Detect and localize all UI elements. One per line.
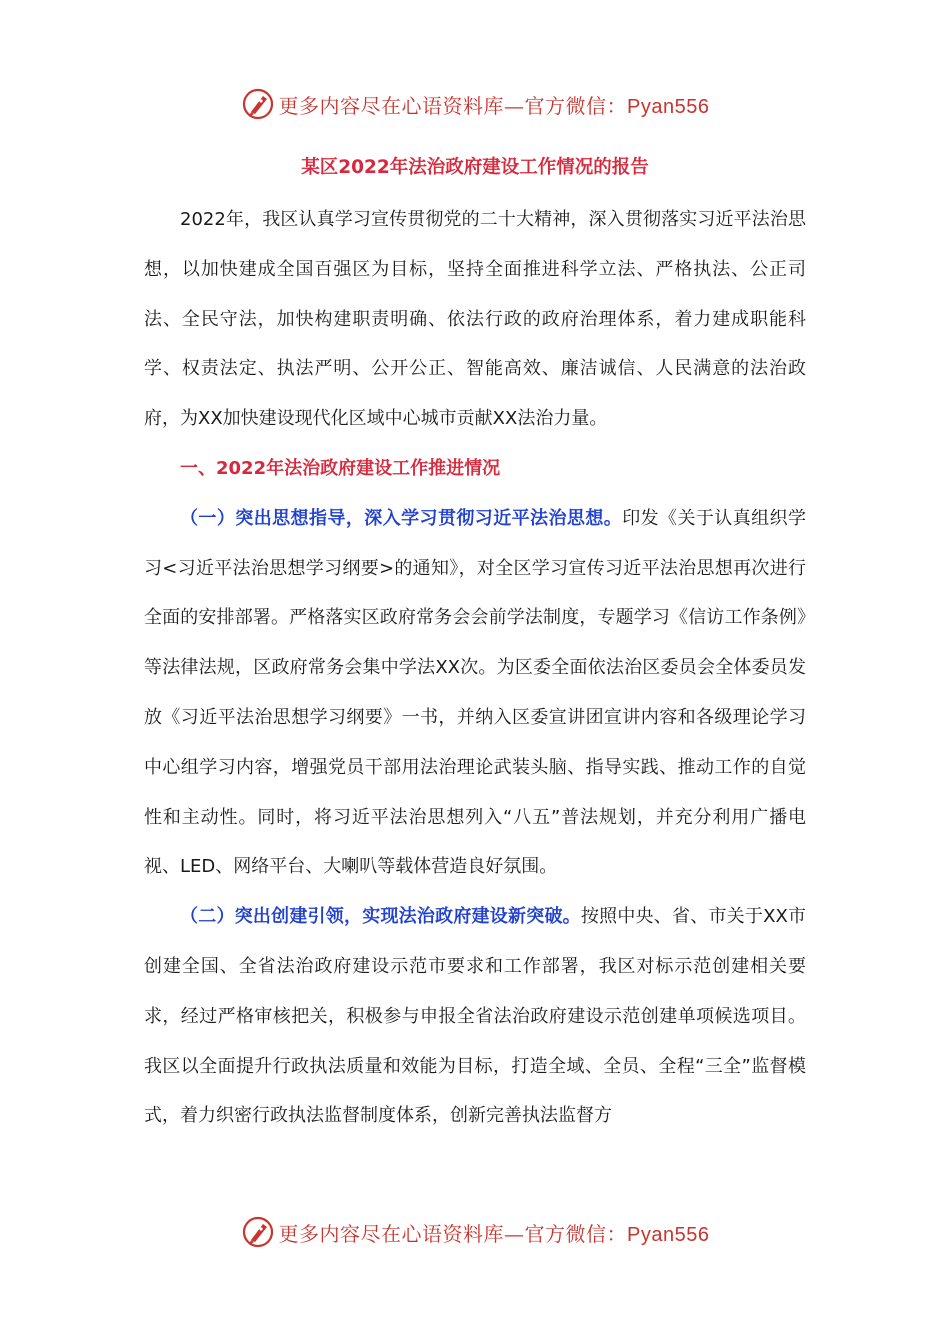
watermark-banner-top [0,82,950,126]
subsection-heading-2: （二）突出创建引领，实现法治政府建设新突破。 [180,906,581,928]
subsection-body-1: 印发《关于认真组织学习<习近平法治思想学习纲要>的通知》，对全区学习宣传习近平法治思想再次进行全面的安排部署。严格落实区政府常务会会前学法制度，专题学习《信访工作条例》等法律法规，区政府常务会集中学法XX次。为区委全面依法治区委员会全体委员发放《习近平法治思想学习纲要》一书，并纳入区委宣讲团宣讲内容和各级理论学习中心组学习内容，增强党员干部用法治理论武装头脑、指导实践、推动工作的自觉性和主动性。同时，将习近平法治思想列入“八五”普法规划，并充分利用广播电视、LED、网络平台、大喇叭等载体营造良好氛围。 [144,507,807,878]
intro-paragraph: 2022年，我区认真学习宣传贯彻党的二十大精神，深入贯彻落实习近平法治思想，以加快建成全国百强区为目标，坚持全面推进科学立法、严格执法、公正司法、全民守法，加快构建职责明确、依法行政的政府治理体系，着力建成职能科学、权责法定、执法严明、公开公正、智能高效、廉洁诚信、人民满意的法治政府，为XX加快建设现代化区域中心城市贡献XX法治力量。 [144,209,806,430]
document-body [144,146,806,1141]
subsection-paragraph-1 [144,494,806,892]
section-heading-1: 一、2022年法治政府建设工作推进情况 [180,457,501,479]
pen-nib-logo-icon [241,1215,275,1249]
subsection-heading-1: （一）突出思想指导，深入学习贯彻习近平法治思想。 [180,507,623,529]
subsection-paragraph-2 [144,892,806,1141]
pen-nib-logo-icon [241,87,275,121]
watermark-text: 更多内容尽在心语资料库—官方微信：Pyan556 [278,1221,710,1246]
document-title: 某区2022年法治政府建设工作情况的报告 [301,157,649,178]
watermark-banner-bottom [0,1210,950,1254]
subsection-body-2: 按照中央、省、市关于XX市创建全国、全省法治政府建设示范市要求和工作部署，我区对标示范创建相关要求，经过严格审核把关，积极参与申报全省法治政府建设示范创建单项候选项目。我区以全面提升行政执法质量和效能为目标，打造全域、全员、全程“三全”监督模式，着力织密行政执法监督制度体系，创新完善执法监督方 [144,906,806,1127]
watermark-text: 更多内容尽在心语资料库—官方微信：Pyan556 [278,93,710,118]
